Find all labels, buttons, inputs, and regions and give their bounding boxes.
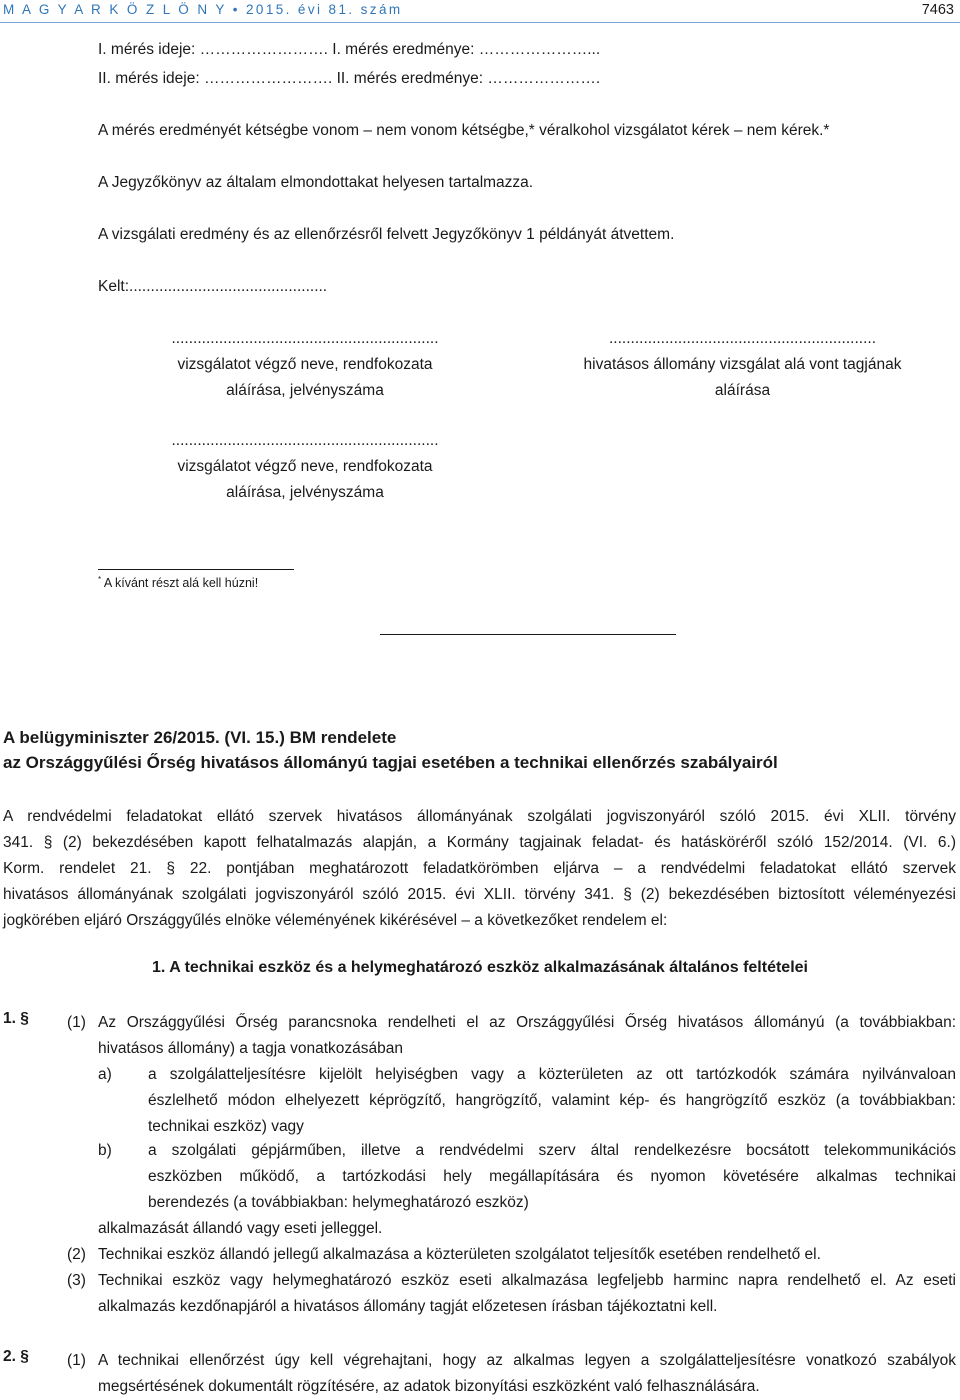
signature-block-3 [150, 428, 460, 506]
point-a-label: a) [98, 1066, 112, 1083]
paragraph-line: hivatásos állomány) a tagja vonatkozásában [98, 1040, 404, 1057]
page-number: 7463 [921, 2, 954, 18]
doubt-statement: A mérés eredményét kétségbe vonom – nem vonom kétségbe,* véralkohol vizsgálatot kérek – nem kérek.* [98, 122, 830, 139]
point-b-text [148, 1138, 956, 1216]
section-1-tail: alkalmazását állandó vagy eseti jelleggel. [98, 1220, 383, 1237]
footnote-text: A kívánt részt alá kell húzni! [103, 576, 259, 591]
footnote-mark: * [98, 575, 102, 584]
preamble-line: Korm. rendelet 21. § 22. pontjában meghatározott feladatkörömben eljárva – a rendvédelmi feladatokat ellátó szervek [3, 860, 956, 877]
paragraph-line: berendezés (a továbbiakban: helymeghatározó eszköz) [148, 1194, 529, 1211]
signature-block-2 [560, 326, 925, 404]
header-rule [0, 22, 960, 23]
signature-block-1 [150, 326, 460, 404]
paragraph-line: a szolgálati gépjárműben, illetve a rendvédelmi szerv által rendelkezésre bocsátott telekommunikációs [148, 1142, 956, 1159]
signature-label: aláírása, jelvényszáma [226, 484, 384, 501]
receipt-statement: A vizsgálati eredmény és az ellenőrzésről felvett Jegyzőkönyv 1 példányát átvettem. [98, 226, 675, 243]
signature-label: vizsgálatot végző neve, rendfokozata [177, 356, 433, 373]
paragraph-line: Technikai eszköz vagy helymeghatározó eszköz eseti alkalmazása legfeljebb harminc napra rendelhető el. Az eseti [98, 1272, 956, 1289]
paragraph-number: (1) [67, 1352, 86, 1369]
signature-label: hivatásos állomány vizsgálat alá vont tagjának [583, 356, 902, 373]
section-1-paragraph-2: Technikai eszköz állandó jellegű alkalmazása a közterületen szolgálatot teljesítők esetében rendelhető el. [98, 1246, 821, 1263]
publication-header: M A G Y A R K Ö Z L Ö N Y • 2015. évi 81. szám [3, 2, 403, 17]
decree-subtitle: az Országgyűlési Őrség hivatásos állományú tagjai esetében a technikai ellenőrzés szabályairól [3, 753, 778, 772]
paragraph-number: (1) [67, 1014, 86, 1031]
preamble-line: 341. § (2) bekezdésében kapott felhatalmazás alapján, a Kormány tagjainak feladat- és hatásköréről szóló 152/2014. (VI. 6.) [3, 834, 956, 851]
section-1-paragraph-3 [98, 1268, 956, 1320]
measurement-1: I. mérés ideje: ……………………. I. mérés eredménye: …………………... [98, 41, 601, 58]
kelt-line: Kelt:.............................................. [98, 278, 328, 295]
paragraph-line: A technikai ellenőrzést úgy kell végrehajtani, hogy az alkalmas legyen a szolgálatteljesítésre vonatkozó szabályok [98, 1352, 956, 1369]
point-a-text [148, 1062, 956, 1140]
chapter-heading: 1. A technikai eszköz és a helymeghatározó eszköz alkalmazásának általános feltételei [152, 959, 808, 976]
signature-dots: .............................................................. [171, 432, 439, 449]
preamble-line: A rendvédelmi feladatokat ellátó szervek hivatásos állományának szolgálati jogviszonyáról szóló 2015. évi XLII. törvény [3, 808, 956, 825]
preamble-line: jogkörében eljáró Országgyűlés elnöke véleményének kikérésével – a következőket rendelem el: [3, 912, 668, 929]
paragraph-line: alkalmazás kezdőnapjáról a hivatásos állomány tagját előzetesen írásban tájékoztatni kell. [98, 1298, 718, 1315]
preamble [3, 804, 956, 934]
signature-dots: .............................................................. [171, 330, 439, 347]
section-2-number: 2. § [3, 1348, 29, 1365]
section-1-paragraph-1 [98, 1010, 956, 1062]
paragraph-number: (2) [67, 1246, 86, 1263]
footnote-rule [98, 569, 294, 570]
point-b-label: b) [98, 1142, 112, 1159]
signature-label: aláírása, jelvényszáma [226, 382, 384, 399]
paragraph-line: észlelhető módon elhelyezett képrögzítő, hangrögzítő, valamint kép- és hangrögzítő eszköz (a továbbiakban: [148, 1092, 956, 1109]
section-separator [380, 634, 676, 635]
signature-label: aláírása [714, 382, 771, 399]
protocol-statement: A Jegyzőkönyv az általam elmondottakat helyesen tartalmazza. [98, 174, 534, 191]
measurement-2: II. mérés ideje: ……………………. II. mérés eredménye: …………………. [98, 70, 601, 87]
paragraph-line: eszközben működő, a tartózkodási hely megállapítására és nyomon követésére alkalmas technikai [148, 1168, 956, 1185]
paragraph-line: a szolgálatteljesítésre kijelölt helyiségben vagy a közterületen az ott tartózkodók számára nyilvánvaloan [148, 1066, 956, 1083]
section-2-paragraph-1 [98, 1348, 956, 1400]
paragraph-line: megsértésének dokumentált rögzítésére, az adatok bizonyítási eszközként való felhasználására. [98, 1378, 760, 1395]
paragraph-number: (3) [67, 1272, 86, 1289]
decree-title: A belügyminiszter 26/2015. (VI. 15.) BM rendelete [3, 728, 397, 747]
signature-dots: .............................................................. [609, 330, 876, 347]
section-1-number: 1. § [3, 1010, 29, 1027]
footnote [98, 575, 258, 590]
paragraph-line: technikai eszköz) vagy [148, 1118, 304, 1135]
paragraph-line: Az Országgyűlési Őrség parancsnoka rendelheti el az Országgyűlési Őrség hivatásos állományú (a továbbiakban: [98, 1014, 956, 1031]
preamble-line: hivatásos állományának szolgálati jogviszonyáról szóló 2015. évi XLII. törvény 341. § (2) bekezdésében biztosított véleményezési [3, 886, 956, 903]
signature-label: vizsgálatot végző neve, rendfokozata [177, 458, 433, 475]
